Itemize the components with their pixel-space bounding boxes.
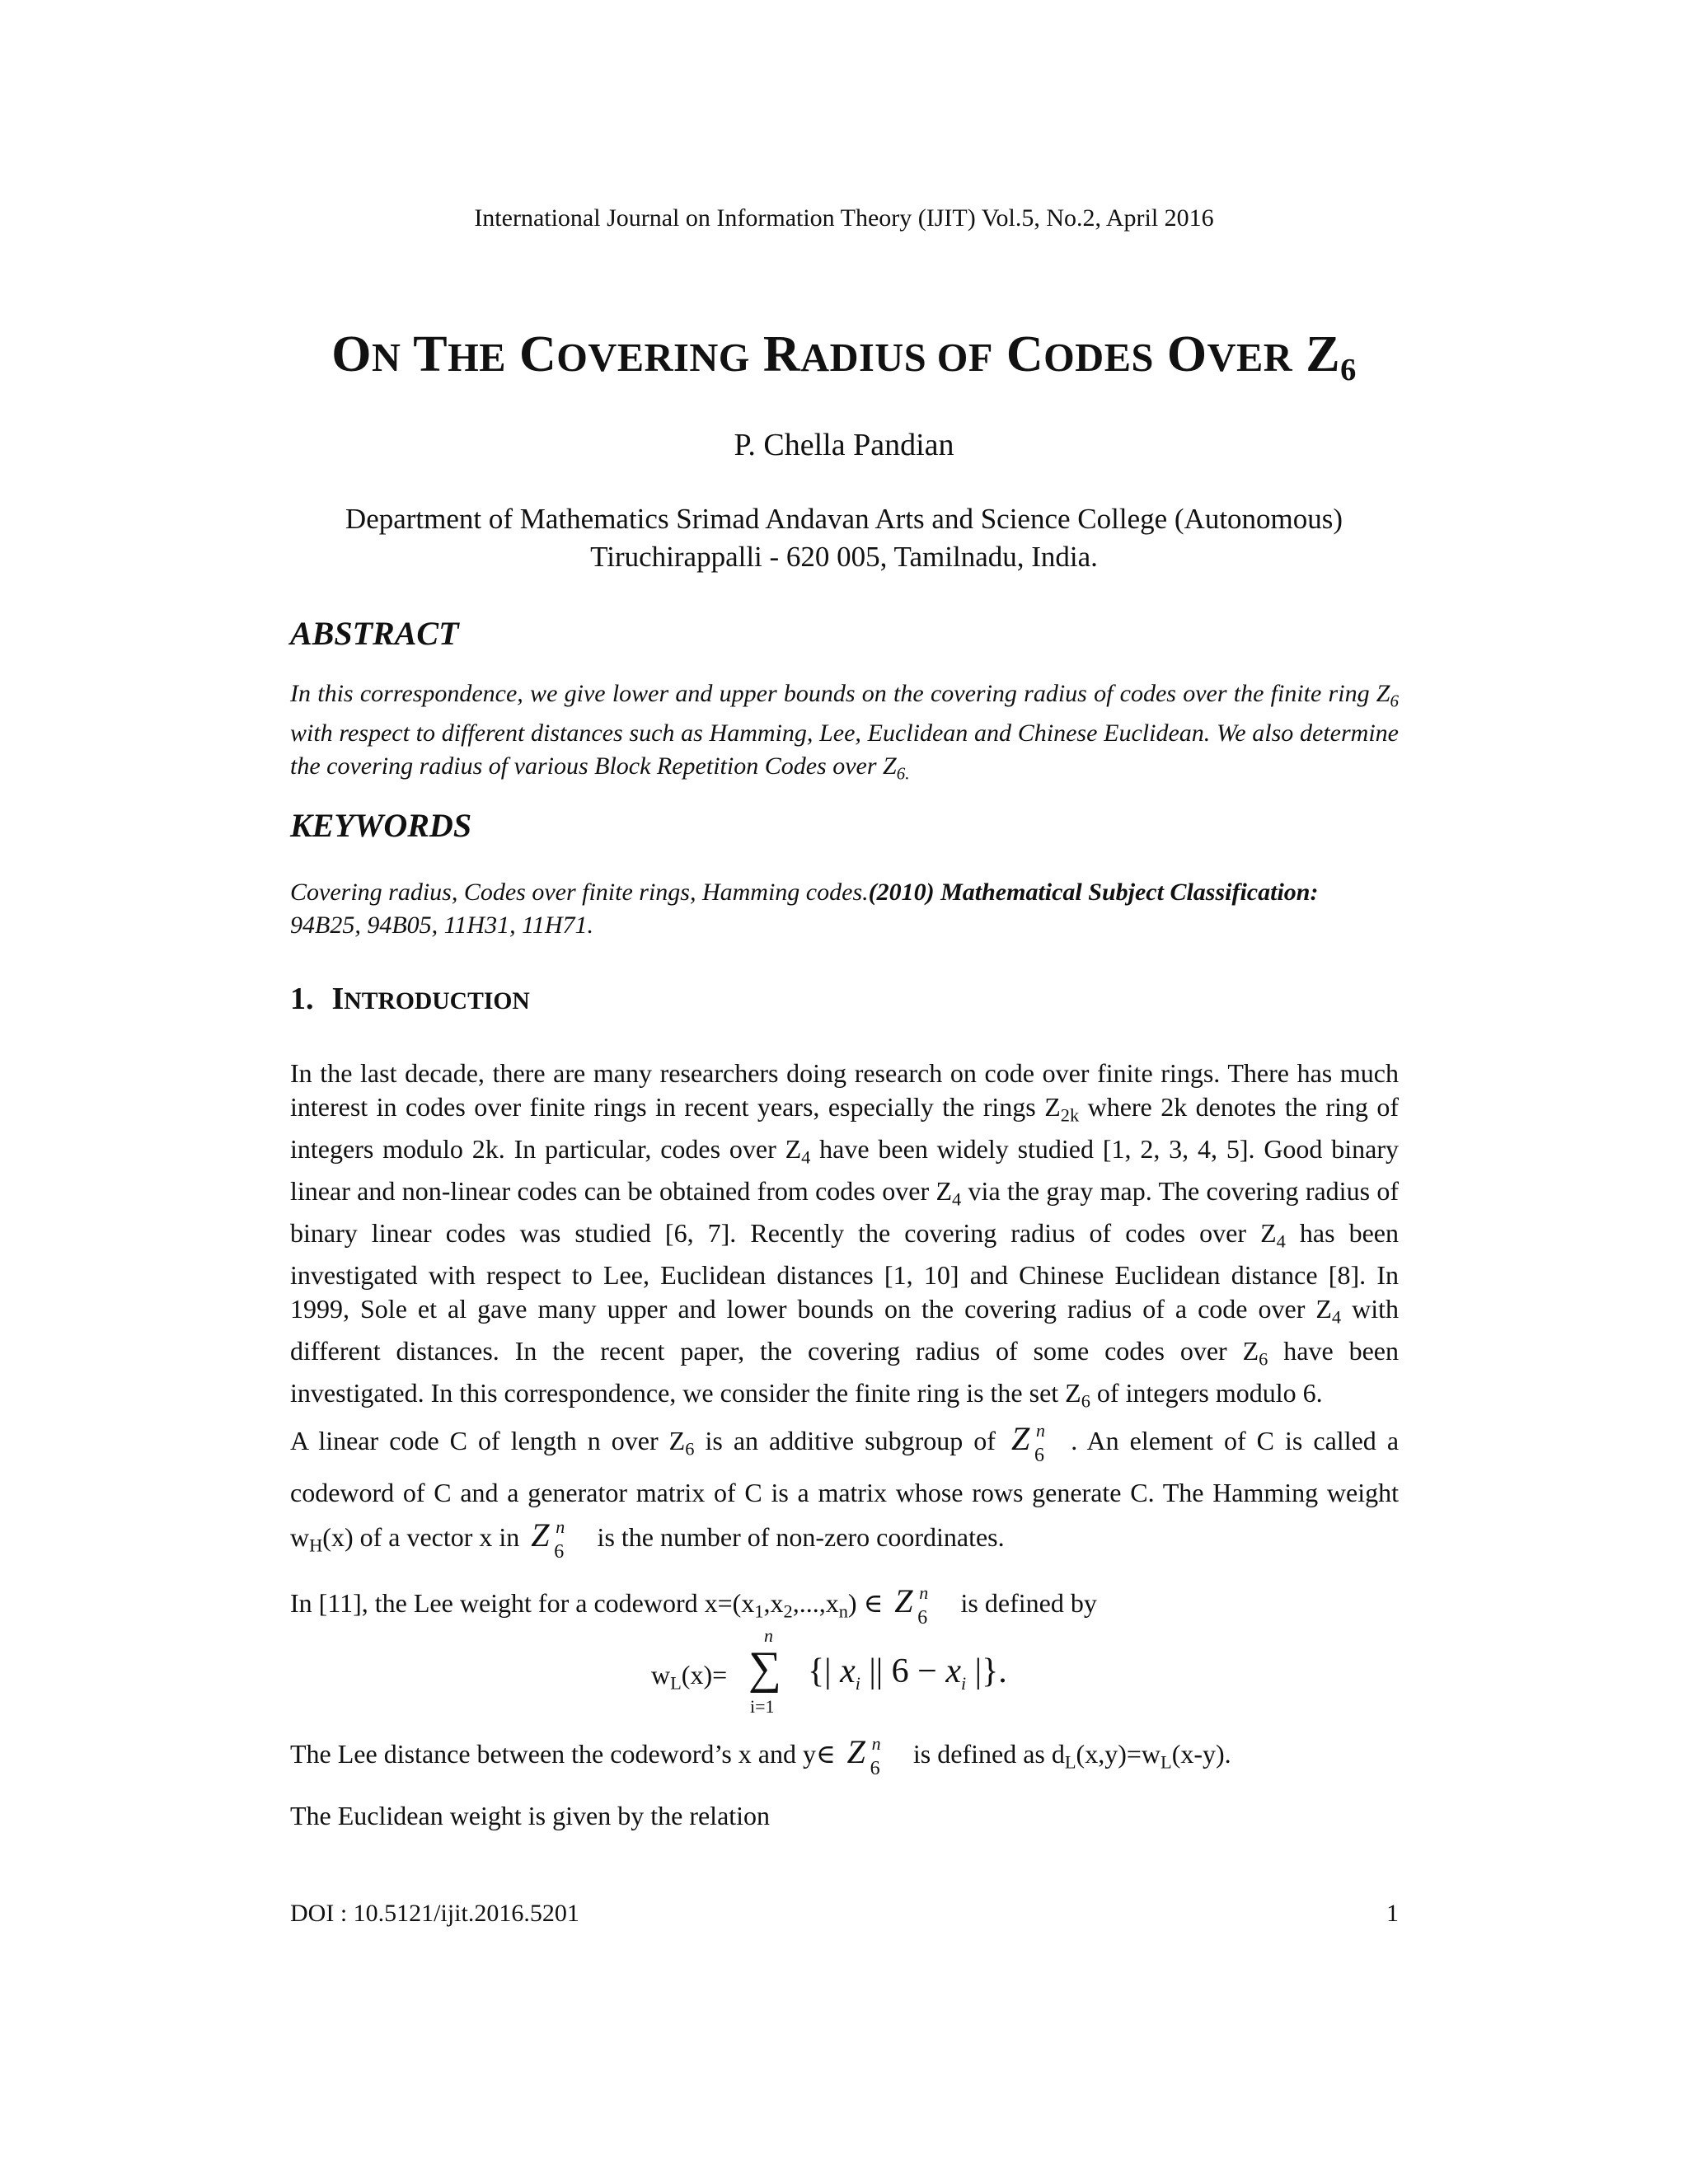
z6n-symbol: Z n 6 <box>531 1516 565 1563</box>
page-number: 1 <box>1386 1900 1399 1927</box>
abstract-text: In this correspondence, we give lower and upper bounds on the covering radius of codes over the finite ring $Z_6$ with respect to different distances such as Hamming, Lee, Euclidean and Chinese Euclidean. We also determine the covering radius of various Block Repetition Codes over $Z_{6.}$ <box>290 680 1399 784</box>
lee-distance-definition: The Lee distance between the codeword’s x and y∈ Z n 6 is defined as $d_L(x,y)=w_L(x-y)$. <box>290 1731 1231 1784</box>
formula-lhs: $w_L(x)=$ <box>651 1660 728 1694</box>
z6n-symbol: Z n 6 <box>894 1582 929 1629</box>
z6n-symbol: Z n 6 <box>846 1733 881 1779</box>
sum-upper-limit: n <box>764 1625 773 1646</box>
footer-doi: DOI : 10.5121/ijit.2016.5201 <box>290 1900 579 1927</box>
introduction-paragraph: In the last decade, there are many researchers doing research on code over finite rings. There has much interest in codes over finite rings in recent years, especially the rings $Z_{2k}$ where 2k denotes the ring of integers modulo 2k. In particular, codes over $Z_4$ have been widely studied [1, 2, 3, 4, 5]. Good binary linear and non-linear codes can be obtained from codes over $Z_4$ via the gray map. The covering radius of binary linear codes was studied [6, 7]. Recently the covering radius of codes over $Z_4$ has been investigated with respect to Lee, Euclidean distances [1, 10] and Chinese Euclidean distance [8]. In 1999, Sole et al gave many upper and lower bounds on the covering radius of a code over $Z_4$ with different distances. In the recent paper, the covering radius of some codes over $Z_6$ have been investigated. In this correspondence, we consider the finite ring is the set $Z_6$ of integers modulo 6. <box>290 1058 1400 1413</box>
abstract-heading: ABSTRACT <box>290 615 459 652</box>
author-name: P. Chella Pandian <box>734 428 954 462</box>
sum-lower-limit: i=1 <box>750 1696 775 1717</box>
journal-header: International Journal on Information Theory (IJIT) Vol.5, No.2, April 2016 <box>474 204 1214 232</box>
linear-code-paragraph: A linear code C of length n over $Z_6$ is an additive subgroup of Z n 6 . An element of C is called a codeword of C and a generator matrix of C is a matrix whose rows generate C. The Hamming weight $w_H(x)$ of a vector x in Z n 6 is the number of non-zero coordinates. <box>290 1418 1399 1567</box>
paper-title: ON THE COVERING RADIUS OF CODES OVER Z6 <box>331 326 1357 387</box>
lee-weight-formula <box>651 1625 1080 1717</box>
keywords-heading: KEYWORDS <box>290 807 472 844</box>
introduction-heading: 1. INTRODUCTION <box>290 982 530 1016</box>
lee-weight-definition: In [11], the Lee weight for a codeword $x=(x_1,x_2,...,x_n)$ ∈ Z n 6 is defined by <box>290 1580 1097 1633</box>
summation-sign: ∑ <box>748 1643 781 1694</box>
euclidean-weight-intro: The Euclidean weight is given by the relation <box>290 1801 771 1830</box>
formula-body: {| $x_i$ || $6 - x_i$ |}. <box>808 1652 1007 1694</box>
z6n-symbol: Z n 6 <box>1011 1420 1045 1466</box>
author-affiliation: Department of Mathematics Srimad Andavan Arts and Science College (Autonomous) Tiruchirappalli - 620 005, Tamilnadu, India. <box>345 503 1343 573</box>
keywords-text: Covering radius, Codes over finite rings, Hamming codes.(2010) Mathematical Subject Classification: 94B25, 94B05, 11H31, 11H71. <box>290 879 1319 939</box>
